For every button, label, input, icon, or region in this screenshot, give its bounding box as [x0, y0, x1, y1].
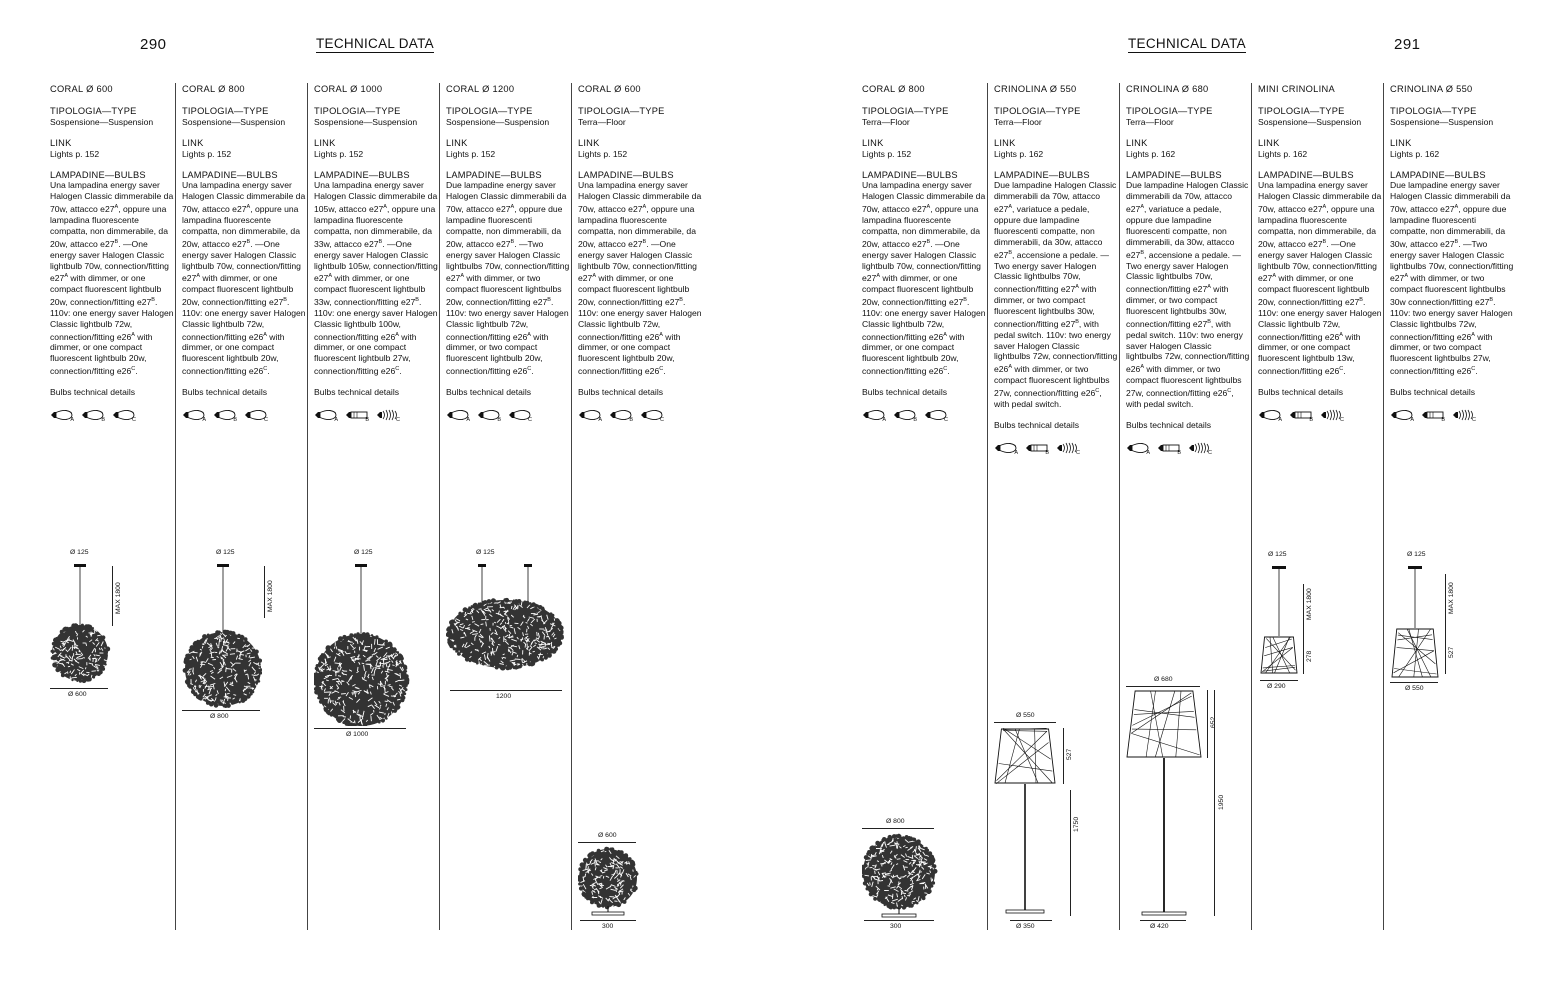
- link-block: [1126, 138, 1250, 160]
- height-dim-line: [1303, 584, 1304, 642]
- bulbs-heading: LAMPADINE—BULBS: [182, 169, 278, 180]
- link-block: [862, 138, 986, 160]
- bulb-icon-row: [1126, 439, 1250, 455]
- dim-height-label: 1950: [1218, 794, 1225, 810]
- spiral-bulb-icon: [1452, 408, 1474, 422]
- spiral-bulb-icon: [1188, 441, 1210, 455]
- bulb-letter: C: [944, 417, 948, 423]
- column-divider: [175, 83, 176, 930]
- bulbs-block: [1390, 170, 1514, 377]
- bulbs-block: [446, 170, 570, 377]
- width-dim-line: [1390, 682, 1438, 683]
- type-heading: TIPOLOGIA—TYPE: [578, 105, 665, 116]
- bulb-letter: A: [202, 417, 206, 423]
- bulb-icon-row: [994, 439, 1118, 455]
- column-divider: [1119, 83, 1120, 930]
- link-block: [446, 138, 570, 160]
- bulb-letter: A: [466, 417, 470, 423]
- bulb-icon: [182, 408, 204, 422]
- type-block: [1126, 106, 1250, 128]
- bulb-icon-row: [1390, 406, 1514, 422]
- bulb-icon: [50, 408, 72, 422]
- bulbs-heading: LAMPADINE—BULBS: [446, 169, 542, 180]
- link-heading: LINK: [994, 137, 1016, 148]
- bulb-icon-row: [314, 406, 438, 422]
- bulb-letter: B: [497, 417, 501, 423]
- dim-bottom-label: 1200: [496, 693, 512, 700]
- bulb-icon: [508, 408, 530, 422]
- dim-shade-label: 527: [1448, 646, 1455, 658]
- product-name: CORAL Ø 1000: [314, 84, 383, 94]
- bulbs-description: Due lampadine energy saver Halogen Classic dimmerabili da 70w, attacco $e27^A$, oppure due lampadine fluorescenti compatte, non dimmerabili, da 20w, attacco $e27^B$. —Two energy saver Halogen Classic lightbulbs 70w, connection/fitting $e27^A$ with dimmer, or two compact fluorescent lightbulbs 20w, connection/fitting $e27^B$. 110v: two energy saver Halogen Classic lightbulb 72w, connection/fitting $e26^A$ with dimmer, or two compact fluorescent lightbulb 20w, connection/fitting $e26^C$.: [446, 180, 570, 377]
- bulb-icon-row: [578, 406, 702, 422]
- dim-shade-label: 652: [1210, 716, 1217, 728]
- dim-shade-label: 278: [1306, 650, 1313, 662]
- tube-bulb-icon: [1289, 408, 1311, 422]
- link-value[interactable]: Lights p. 162: [1126, 148, 1176, 159]
- height-dim-line: [112, 566, 113, 626]
- dim-height-label: MAX 1800: [115, 582, 122, 614]
- bulb-icon-row: [446, 406, 570, 422]
- width-dim-line: [862, 828, 934, 829]
- mini-crinolina-suspension: [1258, 564, 1302, 687]
- bulbs-heading: LAMPADINE—BULBS: [314, 169, 410, 180]
- bulb-letter: A: [1014, 449, 1018, 456]
- bulbs-heading: LAMPADINE—BULBS: [862, 169, 958, 180]
- link-block: [1258, 138, 1382, 160]
- link-value[interactable]: Lights p. 162: [994, 148, 1044, 159]
- bulbs-details-label[interactable]: Bulbs technical details: [1126, 419, 1212, 430]
- bulb-icon-row: [1258, 406, 1382, 422]
- shade-dim-line: [1445, 628, 1446, 674]
- type-heading: TIPOLOGIA—TYPE: [446, 105, 533, 116]
- dim-top-label: Ø 550: [1016, 712, 1035, 719]
- link-heading: LINK: [314, 137, 336, 148]
- crinolina-550-suspension: [1390, 564, 1442, 685]
- bulb-icon: [446, 408, 468, 422]
- bulb-letter: B: [1045, 449, 1049, 456]
- bulb-letter: C: [132, 417, 136, 423]
- bulbs-block: [1126, 170, 1250, 410]
- type-block: [314, 106, 438, 128]
- bulb-icon: [244, 408, 266, 422]
- bulb-letter: B: [365, 417, 369, 423]
- dim-top-label: Ø 125: [70, 549, 89, 556]
- shade-dim-line: [1063, 728, 1064, 784]
- bulbs-details-label[interactable]: Bulbs technical details: [994, 419, 1080, 430]
- bulb-letter: C: [528, 417, 532, 423]
- bulb-icon: [1390, 408, 1412, 422]
- bulb-icon-row: [182, 406, 306, 422]
- type-value: Sospensione—Suspension: [182, 116, 286, 127]
- bulb-icon-row: [50, 406, 174, 422]
- product-name: CRINOLINA Ø 550: [994, 84, 1077, 94]
- type-block: [446, 106, 570, 128]
- bulb-letter: B: [233, 417, 237, 423]
- coral-800-floor: [862, 832, 938, 923]
- product-name: CRINOLINA Ø 550: [1390, 84, 1473, 94]
- product-name: CORAL Ø 1200: [446, 84, 515, 94]
- bulb-letter: A: [70, 417, 74, 423]
- bulb-letter: B: [629, 417, 633, 423]
- width-dim-line: [578, 842, 636, 843]
- link-block: [50, 138, 174, 160]
- column-divider: [571, 83, 572, 930]
- type-block: [578, 106, 702, 128]
- bulb-icon: [862, 408, 884, 422]
- link-block: [578, 138, 702, 160]
- width-dim-line: [182, 710, 260, 711]
- bulb-icon: [994, 441, 1016, 455]
- column-divider: [307, 83, 308, 930]
- link-block: [314, 138, 438, 160]
- bulb-icon: [81, 408, 103, 422]
- type-heading: TIPOLOGIA—TYPE: [1258, 105, 1345, 116]
- link-block: [182, 138, 306, 160]
- spec-column: [50, 84, 174, 422]
- bulb-icon: [893, 408, 915, 422]
- bulb-letter: A: [1146, 449, 1150, 456]
- width-dim-line: [1126, 686, 1200, 687]
- bulbs-block: [862, 170, 986, 377]
- link-heading: LINK: [578, 137, 600, 148]
- type-value: Sospensione—Suspension: [1258, 116, 1362, 127]
- link-heading: LINK: [446, 137, 468, 148]
- link-value[interactable]: Lights p. 152: [50, 148, 100, 159]
- shade-dim-line: [1207, 690, 1208, 758]
- bulb-letter: C: [1208, 449, 1212, 456]
- coral-1000-suspension: [314, 562, 410, 731]
- product-name: CORAL Ø 600: [578, 84, 641, 94]
- bulb-letter: B: [1177, 449, 1181, 456]
- link-value[interactable]: Lights p. 162: [1258, 148, 1308, 159]
- bulb-icon: [1258, 408, 1280, 422]
- bulb-letter: C: [264, 417, 268, 423]
- type-block: [862, 106, 986, 128]
- bulb-icon: [609, 408, 631, 422]
- type-value: Terra—Floor: [578, 116, 626, 127]
- bulbs-heading: LAMPADINE—BULBS: [994, 169, 1090, 180]
- width-dim-line: [1010, 920, 1052, 921]
- link-block: [1390, 138, 1514, 160]
- tube-bulb-icon: [1025, 441, 1047, 455]
- spec-column: [314, 84, 438, 422]
- spiral-bulb-icon: [376, 408, 398, 422]
- dim-bottom-label: Ø 550: [1405, 685, 1424, 692]
- dim-top-label: Ø 600: [598, 832, 617, 839]
- dim-top-label: Ø 125: [1407, 551, 1426, 558]
- bulb-letter: B: [1309, 417, 1313, 423]
- type-heading: TIPOLOGIA—TYPE: [182, 105, 269, 116]
- height-dim-line: [264, 566, 265, 618]
- type-block: [1258, 106, 1382, 128]
- bulb-letter: A: [1410, 417, 1414, 423]
- coral-1200-suspension: [446, 562, 564, 693]
- type-block: [994, 106, 1118, 128]
- bulb-letter: A: [1278, 417, 1282, 423]
- dim-shade-label: 527: [1066, 748, 1073, 760]
- crinolina-550-floor: [994, 728, 1058, 921]
- bulb-letter: C: [1076, 449, 1080, 456]
- product-name: CORAL Ø 800: [182, 84, 245, 94]
- type-value: Sospensione—Suspension: [446, 116, 550, 127]
- product-name: CORAL Ø 600: [50, 84, 113, 94]
- bulbs-description: Una lampadina energy saver Halogen Classic dimmerabile da 70w, attacco $e27^A$, oppure una lampadina fluorescente compatta, non dimmerabile, da 20w, attacco $e27^B$. —One energy saver Halogen Classic lightbulb 70w, connection/fitting $e27^A$ with dimmer, or one compact fluorescent lightbulb 20w, connection/fitting $e27^B$. 110v: one energy saver Halogen Classic lightbulb 72w, connection/fitting $e26^A$ with dimmer, or one compact fluorescent lightbulb 13w, connection/fitting $e26^C$.: [1258, 180, 1382, 377]
- spec-column: [862, 84, 986, 422]
- width-dim-line: [450, 690, 562, 691]
- link-heading: LINK: [1258, 137, 1280, 148]
- type-value: Sospensione—Suspension: [50, 116, 154, 127]
- bulb-letter: B: [101, 417, 105, 423]
- column-divider: [1383, 83, 1384, 930]
- bulbs-heading: LAMPADINE—BULBS: [50, 169, 146, 180]
- dim-bottom-label: Ø 600: [68, 691, 87, 698]
- type-value: Sospensione—Suspension: [314, 116, 418, 127]
- spec-column: [182, 84, 306, 422]
- bulbs-heading: LAMPADINE—BULBS: [1258, 169, 1354, 180]
- dim-bottom-label: Ø 290: [1267, 683, 1286, 690]
- link-heading: LINK: [862, 137, 884, 148]
- bulb-letter: A: [334, 417, 338, 423]
- spec-column: [446, 84, 570, 422]
- type-heading: TIPOLOGIA—TYPE: [994, 105, 1081, 116]
- height-dim-line: [1445, 574, 1446, 630]
- bulb-icon: [314, 408, 336, 422]
- product-name: CORAL Ø 800: [862, 84, 925, 94]
- bulbs-block: [1258, 170, 1382, 377]
- dim-top-label: Ø 125: [216, 549, 235, 556]
- dim-bottom-label: 300: [602, 923, 614, 930]
- right-section-title: TECHNICAL DATA: [1128, 36, 1246, 51]
- bulbs-description: Una lampadina energy saver Halogen Classic dimmerabile da 70w, attacco $e27^A$, oppure una lampadina fluorescente compatta, non dimmerabile, da 20w, attacco $e27^B$. —One energy saver Halogen Classic lightbulb 70w, connection/fitting $e27^A$ with dimmer, or one compact fluorescent lightbulb 20w, connection/fitting $e27^B$. 110v: one energy saver Halogen Classic lightbulb 72w, connection/fitting $e26^A$ with dimmer, or one compact fluorescent lightbulb 20w, connection/fitting $e26^C$.: [182, 180, 306, 377]
- type-block: [182, 106, 306, 128]
- coral-600-suspension: [50, 562, 114, 691]
- column-divider: [987, 83, 988, 930]
- link-heading: LINK: [50, 137, 72, 148]
- product-name: MINI CRINOLINA: [1258, 84, 1336, 94]
- bulbs-details-label[interactable]: Bulbs technical details: [314, 387, 400, 397]
- bulbs-block: [182, 170, 306, 377]
- width-dim-line: [314, 728, 406, 729]
- shade-dim-line: [1303, 636, 1304, 674]
- width-dim-line: [994, 722, 1056, 723]
- dim-bottom-label: Ø 420: [1150, 923, 1169, 930]
- bulbs-details-label[interactable]: Bulbs technical details: [862, 387, 948, 397]
- link-value[interactable]: Lights p. 162: [1390, 148, 1440, 159]
- bulb-icon: [924, 408, 946, 422]
- bulbs-details-label[interactable]: Bulbs technical details: [578, 387, 664, 397]
- bulb-letter: C: [396, 417, 400, 423]
- width-dim-line: [50, 688, 108, 689]
- bulb-letter: B: [1441, 417, 1445, 423]
- dim-top-label: Ø 125: [476, 549, 495, 556]
- bulb-icon-row: [862, 406, 986, 422]
- type-heading: TIPOLOGIA—TYPE: [1126, 105, 1213, 116]
- dim-bottom-label: Ø 1000: [346, 731, 369, 738]
- bulb-icon: [1126, 441, 1148, 455]
- bulbs-block: [314, 170, 438, 377]
- type-heading: TIPOLOGIA—TYPE: [1390, 105, 1477, 116]
- dim-height-label: MAX 1800: [267, 580, 274, 612]
- spec-column: [1126, 84, 1250, 455]
- bulbs-block: [578, 170, 702, 377]
- bulb-letter: C: [660, 417, 664, 423]
- bulbs-description: Due lampadine Halogen Classic dimmerabili da 70w, attacco $e27^A$, variatuce a pedale, oppure due lampadine fluorescenti compatte, non dimmerabili, da 30w, attacco $e27^B$, accensione a pedale. —Two energy saver Halogen Classic lightbulbs 70w, connection/fitting $e27^A$ with dimmer, or two compact fluorescent lightbulbs 30w, connection/fitting $e27^B$, with pedal switch. 110v: two energy saver Halogen Classic lightbulbs 72w, connection/fitting $e26^A$ with dimmer, or two compact fluorescent lightbulbs 27w, connection/fitting $e26^C$, with pedal switch.: [1126, 180, 1250, 409]
- dim-top-label: Ø 800: [886, 818, 905, 825]
- link-value[interactable]: Lights p. 152: [446, 148, 496, 159]
- link-heading: LINK: [1390, 137, 1412, 148]
- bulbs-details-label[interactable]: Bulbs technical details: [446, 387, 532, 397]
- bulbs-details-label[interactable]: Bulbs technical details: [182, 387, 268, 397]
- bulb-letter: B: [913, 417, 917, 423]
- bulb-icon: [112, 408, 134, 422]
- type-value: Terra—Floor: [862, 116, 910, 127]
- bulbs-description: Una lampadina energy saver Halogen Classic dimmerabile da 105w, attacco $e27^A$, oppure una lampadina fluorescente compatta, non dimmerabile, da 33w, attacco $e27^B$. —One energy saver Halogen Classic lightbulb 105w, connection/fitting $e27^A$ with dimmer, or one compact fluorescent lightbulb 33w, connection/fitting $e27^B$. 110v: one energy saver Halogen Classic lightbulb 100w, connection/fitting $e26^A$ with dimmer, or one compact fluorescent lightbulb 27w, connection/fitting $e26^C$.: [314, 180, 438, 377]
- spiral-bulb-icon: [1056, 441, 1078, 455]
- link-value[interactable]: Lights p. 152: [182, 148, 232, 159]
- tube-bulb-icon: [1421, 408, 1443, 422]
- height-dim-line: [1214, 690, 1215, 916]
- bulbs-block: [994, 170, 1118, 410]
- tube-bulb-icon: [1157, 441, 1179, 455]
- bulbs-details-label[interactable]: Bulbs technical details: [1258, 387, 1344, 397]
- dim-height-label: MAX 1800: [1306, 588, 1313, 620]
- dim-height-label: MAX 1800: [1448, 582, 1455, 614]
- bulb-icon: [213, 408, 235, 422]
- link-value[interactable]: Lights p. 152: [314, 148, 364, 159]
- link-heading: LINK: [1126, 137, 1148, 148]
- width-dim-line: [1260, 680, 1298, 681]
- dim-bottom-label: Ø 350: [1016, 923, 1035, 930]
- bulbs-heading: LAMPADINE—BULBS: [1390, 169, 1486, 180]
- bulb-letter: A: [598, 417, 602, 423]
- column-divider: [439, 83, 440, 930]
- bulbs-details-label[interactable]: Bulbs technical details: [50, 387, 136, 397]
- tube-bulb-icon: [345, 408, 367, 422]
- spec-column: [1390, 84, 1514, 422]
- type-value: Terra—Floor: [1126, 116, 1174, 127]
- left-section-title: TECHNICAL DATA: [316, 36, 434, 51]
- bulbs-description: Due lampadine Halogen Classic dimmerabili da 70w, attacco $e27^A$, variatuce a pedale, oppure due lampadine fluorescenti compatte, non dimmerabili, da 30w, attacco $e27^B$, accensione a pedale. —Two energy saver Halogen Classic lightbulbs 70w, connection/fitting $e27^A$ with dimmer, or two compact fluorescent lightbulbs 30w, connection/fitting $e27^B$, with pedal switch. 110v: two energy saver Halogen Classic lightbulbs 72w, connection/fitting $e26^A$ with dimmer, or two compact fluorescent lightbulbs 27w, connection/fitting $e26^C$, with pedal switch.: [994, 180, 1118, 409]
- spec-column: [994, 84, 1118, 455]
- bulb-icon: [578, 408, 600, 422]
- dim-bottom-label: Ø 800: [210, 713, 229, 720]
- bulb-letter: C: [1340, 417, 1344, 423]
- left-page-number: 290: [140, 36, 167, 53]
- bulbs-details-label[interactable]: Bulbs technical details: [1390, 387, 1476, 397]
- bulb-icon: [640, 408, 662, 422]
- height-dim-line: [1070, 790, 1071, 916]
- coral-600-floor: [578, 846, 640, 923]
- bulbs-heading: LAMPADINE—BULBS: [578, 169, 674, 180]
- link-block: [994, 138, 1118, 160]
- type-block: [1390, 106, 1514, 128]
- type-value: Sospensione—Suspension: [1390, 116, 1494, 127]
- link-heading: LINK: [182, 137, 204, 148]
- type-heading: TIPOLOGIA—TYPE: [862, 105, 949, 116]
- width-dim-line: [580, 920, 636, 921]
- bulbs-description: Una lampadina energy saver Halogen Classic dimmerabile da 70w, attacco $e27^A$, oppure una lampadina fluorescente compatta, non dimmerabile, da 20w, attacco $e27^B$. —One energy saver Halogen Classic lightbulb 70w, connection/fitting $e27^A$ with dimmer, or one compact fluorescent lightbulb 20w, connection/fitting $e27^B$. 110v: one energy saver Halogen Classic lightbulb 72w, connection/fitting $e26^A$ with dimmer, or one compact fluorescent lightbulb 20w, connection/fitting $e26^C$.: [50, 180, 174, 377]
- crinolina-680-floor: [1126, 690, 1204, 923]
- bulb-letter: C: [1472, 417, 1476, 423]
- dim-top-label: Ø 125: [1268, 551, 1287, 558]
- width-dim-line: [864, 920, 934, 921]
- width-dim-line: [1140, 920, 1186, 921]
- type-heading: TIPOLOGIA—TYPE: [50, 105, 137, 116]
- link-value[interactable]: Lights p. 152: [862, 148, 912, 159]
- link-value[interactable]: Lights p. 152: [578, 148, 628, 159]
- bulb-icon: [477, 408, 499, 422]
- type-block: [50, 106, 174, 128]
- right-page-number: 291: [1394, 36, 1421, 53]
- bulbs-heading: LAMPADINE—BULBS: [1126, 169, 1222, 180]
- spiral-bulb-icon: [1320, 408, 1342, 422]
- spec-column: [578, 84, 702, 422]
- coral-800-suspension: [182, 562, 262, 715]
- bulbs-block: [50, 170, 174, 377]
- bulb-letter: A: [882, 417, 886, 423]
- type-heading: TIPOLOGIA—TYPE: [314, 105, 401, 116]
- dim-top-label: Ø 125: [354, 549, 373, 556]
- dim-top-label: Ø 680: [1154, 676, 1173, 683]
- type-value: Terra—Floor: [994, 116, 1042, 127]
- column-divider: [1251, 83, 1252, 930]
- bulbs-description: Una lampadina energy saver Halogen Classic dimmerabile da 70w, attacco $e27^A$, oppure una lampadina fluorescente compatta, non dimmerabile, da 20w, attacco $e27^B$. —One energy saver Halogen Classic lightbulb 70w, connection/fitting $e27^A$ with dimmer, or one compact fluorescent lightbulb 20w, connection/fitting $e27^B$. 110v: one energy saver Halogen Classic lightbulb 72w, connection/fitting $e26^A$ with dimmer, or one compact fluorescent lightbulb 20w, connection/fitting $e26^C$.: [862, 180, 986, 377]
- bulbs-description: Due lampadine energy saver Halogen Classic dimmerabili da 70w, attacco $e27^A$, oppure due lampadine fluorescenti compatte, non dimmerabili, da 30w, attacco $e27^B$. —Two energy saver Halogen Classic lightbulbs 70w, connection/fitting $e27^A$ with dimmer, or two compact fluorescent lightbulbs 30w connection/fitting $e27^B$. 110v: two energy saver Halogen Classic lightbulbs 72w, connection/fitting $e26^A$ with dimmer, or two compact fluorescent lightbulbs 27w, connection/fitting $e26^C$.: [1390, 180, 1514, 377]
- spec-column: [1258, 84, 1382, 422]
- bulbs-description: Una lampadina energy saver Halogen Classic dimmerabile da 70w, attacco $e27^A$, oppure una lampadina fluorescente compatta, non dimmerabile, da 20w, attacco $e27^B$. —One energy saver Halogen Classic lightbulb 70w, connection/fitting $e27^A$ with dimmer, or one compact fluorescent lightbulb 20w, connection/fitting $e27^B$. 110v: one energy saver Halogen Classic lightbulb 72w, connection/fitting $e26^A$ with dimmer, or one compact fluorescent lightbulb 20w, connection/fitting $e26^C$.: [578, 180, 702, 377]
- dim-bottom-label: 300: [890, 923, 902, 930]
- product-name: CRINOLINA Ø 680: [1126, 84, 1209, 94]
- dim-height-label: 1750: [1073, 816, 1080, 832]
